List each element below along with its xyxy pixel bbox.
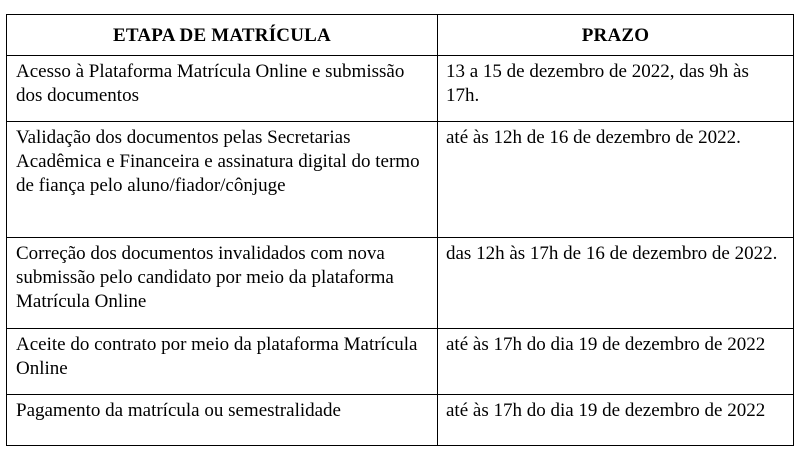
header-deadline: PRAZO: [438, 15, 794, 56]
stage-text: Acesso à Plataforma Matrícula Online e submissão dos documentos: [16, 61, 405, 106]
stage-cell: [7, 395, 438, 446]
stage-cell: [7, 329, 438, 395]
deadline-cell: [438, 395, 794, 446]
deadline-text: 13 a 15 de dezembro de 2022, das 9h às 17h.: [446, 61, 749, 106]
deadline-text: até às 17h do dia 19 de dezembro de 2022: [446, 400, 766, 421]
table-row: [7, 395, 794, 446]
stage-text: Aceite do contrato por meio da plataforma Matrícula Online: [16, 334, 418, 379]
stage-cell: [7, 122, 438, 238]
header-stage: ETAPA DE MATRÍCULA: [7, 15, 438, 56]
deadline-cell: [438, 329, 794, 395]
stage-text: Correção dos documentos invalidados com nova submissão pelo candidato por meio da plataforma Matrícula Online: [16, 243, 394, 312]
deadline-cell: [438, 122, 794, 238]
deadline-cell: [438, 56, 794, 122]
table-row: [7, 56, 794, 122]
table-row: [7, 238, 794, 329]
deadline-text: das 12h às 17h de 16 de dezembro de 2022.: [446, 243, 778, 264]
table-row: [7, 329, 794, 395]
enrollment-schedule-table: [6, 14, 794, 446]
table-header-row: [7, 15, 794, 56]
table-row: [7, 122, 794, 238]
stage-text: Pagamento da matrícula ou semestralidade: [16, 400, 341, 421]
stage-cell: [7, 56, 438, 122]
stage-text: Validação dos documentos pelas Secretarias Acadêmica e Financeira e assinatura digital do termo de fiança pelo aluno/fiador/cônjuge: [16, 127, 420, 196]
stage-cell: [7, 238, 438, 329]
deadline-text: até às 12h de 16 de dezembro de 2022.: [446, 127, 741, 148]
deadline-cell: [438, 238, 794, 329]
deadline-text: até às 17h do dia 19 de dezembro de 2022: [446, 334, 766, 355]
